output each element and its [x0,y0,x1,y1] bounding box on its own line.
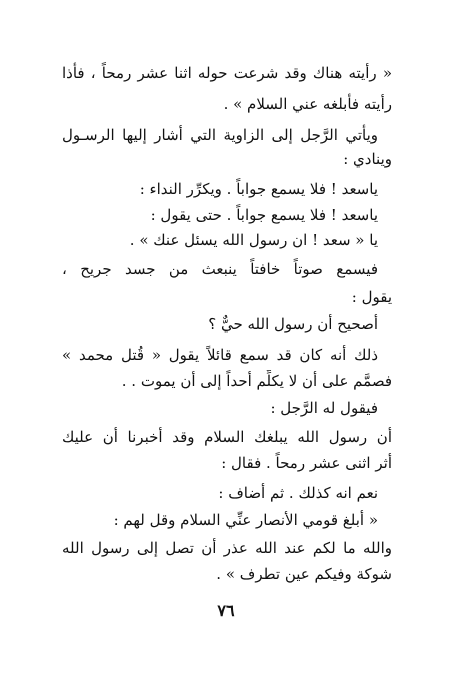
text-line: ياسعد ! فلا يسمع جواباً . ويكرِّر النداء : [139,180,378,198]
text-line: أن رسول الله يبلغك السلام وقد أخبرنا أن عليك [62,428,392,446]
text-line: ويأتي الرَّجل إلى الزاوية التي أشار إليها الرسـول [62,126,378,144]
text-line: « رأيته هناك وقد شرعت حوله اثنا عشر رمحاً ، فأذا [62,64,392,82]
text-line: نعم انه كذلك . ثم أضاف : [218,484,378,502]
text-line: رأيته فأبلغه عني السلام » . [223,95,392,113]
text-line: أصحيح أن رسول الله حيٌّ ؟ [208,315,378,333]
text-line: يقول : [351,288,392,306]
page-number: ٧٦ [217,601,235,620]
text-line: فيسمع صوتاً خافتاً ينبعث من جسد جريح ، [62,260,378,278]
text-line: وينادي : [343,150,392,168]
text-line: والله ما لكم عند الله عذر أن تصل إلى رسول الله [62,539,392,557]
text-line: أثر اثنى عشر رمحاً . فقال : [221,454,392,472]
text-line: يا « سعد ! ان رسول الله يسئل عنك » . [129,231,378,249]
text-line: فصمَّم على أن لا يكلِّم أحداً إلى أن يموت . . [121,372,392,390]
text-line: « أبلغ قومي الأنصار عنِّي السلام وقل لهم : [113,511,378,529]
text-line: ياسعد ! فلا يسمع جواباً . حتى يقول : [150,206,378,224]
text-line: شوكة وفيكم عين تطرف » . [216,565,392,583]
text-line: فيقول له الرَّجل : [270,399,378,417]
text-line: ذلك أنه كان قد سمع قائلاً يقول « قُتل محمد » [62,346,378,364]
